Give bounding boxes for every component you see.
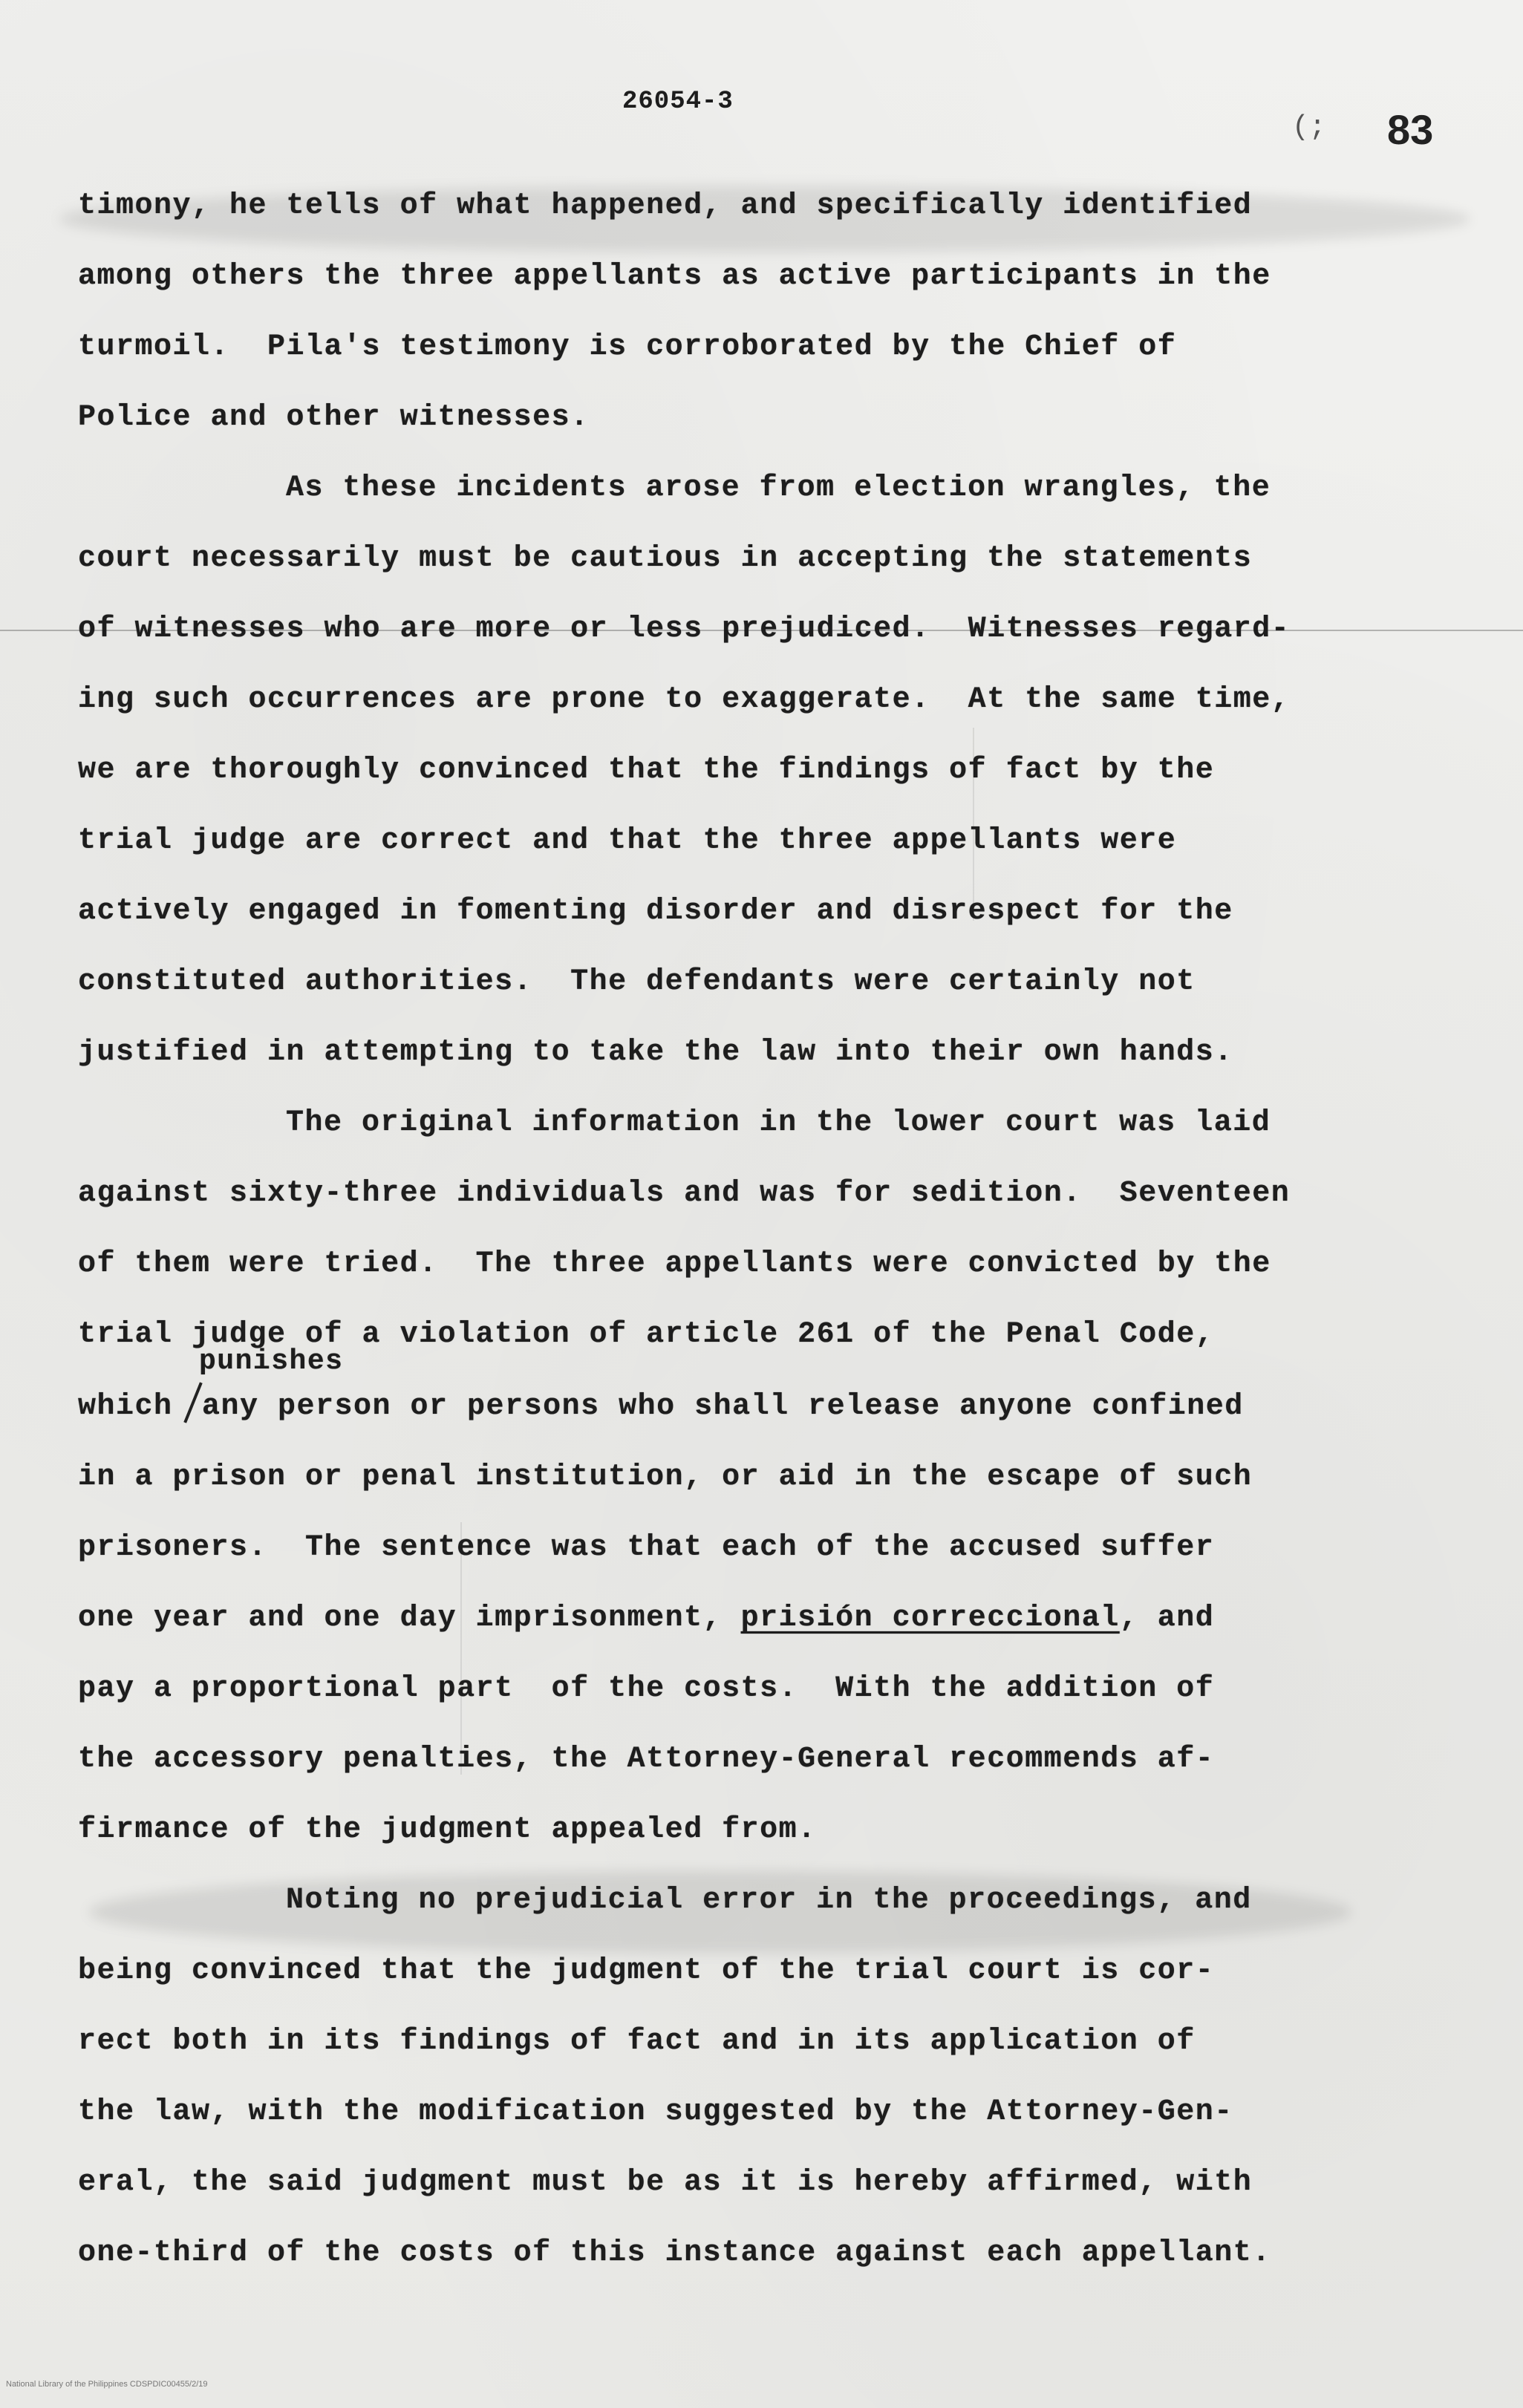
- text-line: in a prison or penal institution, or aid in the escape of such: [78, 1461, 1253, 1494]
- text-line: justified in attempting to take the law into their own hands.: [78, 1036, 1233, 1069]
- text-line: prisoners. The sentence was that each of the accused suffer: [78, 1531, 1215, 1564]
- text-line: Noting no prejudicial error in the proceedings, and: [286, 1884, 1252, 1917]
- text-line: one-third of the costs of this instance against each appellant.: [78, 2236, 1271, 2270]
- text-line: which: [78, 1390, 173, 1423]
- text-line: against sixty-three individuals and was for sedition. Seventeen: [78, 1177, 1291, 1210]
- archive-credit: National Library of the Philippines CDSPDIC00455/2/19: [6, 2380, 208, 2389]
- text-line: pay a proportional part of the costs. With the addition of: [78, 1672, 1215, 1706]
- underlined-term: prisión correccional: [740, 1602, 1120, 1635]
- text-line: As these incidents arose from election wrangles, the: [286, 472, 1271, 505]
- text-line: timony, he tells of what happened, and specifically identified: [78, 189, 1253, 223]
- text-line: court necessarily must be cautious in accepting the statements: [78, 542, 1253, 575]
- text-line: The original information in the lower court was laid: [286, 1106, 1271, 1140]
- text-line: of them were tried. The three appellants were convicted by the: [78, 1247, 1271, 1281]
- text-line: actively engaged in fomenting disorder and disrespect for the: [78, 895, 1233, 928]
- handwritten-insertion: punishes: [199, 1345, 344, 1377]
- text-line: trial judge are correct and that the three appellants were: [78, 824, 1177, 858]
- text-line: firmance of the judgment appealed from.: [78, 1813, 817, 1847]
- text-line: the accessory penalties, the Attorney-General recommends af-: [78, 1743, 1215, 1776]
- margin-mark: (;: [1292, 111, 1326, 143]
- text-line: among others the three appellants as active participants in the: [78, 260, 1271, 293]
- text-line: the law, with the modification suggested by the Attorney-Gen-: [78, 2095, 1233, 2129]
- text-line-with-emphasis: [78, 1602, 1214, 1635]
- text-line: eral, the said judgment must be as it is hereby affirmed, with: [78, 2166, 1253, 2199]
- text-line: turmoil. Pila's testimony is corroborated by the Chief of: [78, 330, 1177, 364]
- text-line: Police and other witnesses.: [78, 401, 590, 434]
- text-line: ing such occurrences are prone to exaggerate. At the same time,: [78, 683, 1291, 717]
- document-number: 26054-3: [622, 88, 734, 116]
- text-line: of witnesses who are more or less prejudiced. Witnesses regard-: [78, 613, 1291, 646]
- text-line: being convinced that the judgment of the trial court is cor-: [78, 1954, 1215, 1988]
- text-line: rect both in its findings of fact and in its application of: [78, 2025, 1196, 2058]
- text-segment: one year and one day imprisonment,: [78, 1602, 741, 1635]
- insertion-caret: [183, 1382, 202, 1423]
- text-line: we are thoroughly convinced that the findings of fact by the: [78, 754, 1215, 787]
- text-line: constituted authorities. The defendants were certainly not: [78, 965, 1196, 999]
- text-segment: , and: [1119, 1602, 1215, 1635]
- text-line: trial judge of a violation of article 261 of the Penal Code,: [78, 1318, 1215, 1351]
- page-number: 83: [1387, 106, 1434, 153]
- text-line: any person or persons who shall release anyone confined: [202, 1390, 1244, 1423]
